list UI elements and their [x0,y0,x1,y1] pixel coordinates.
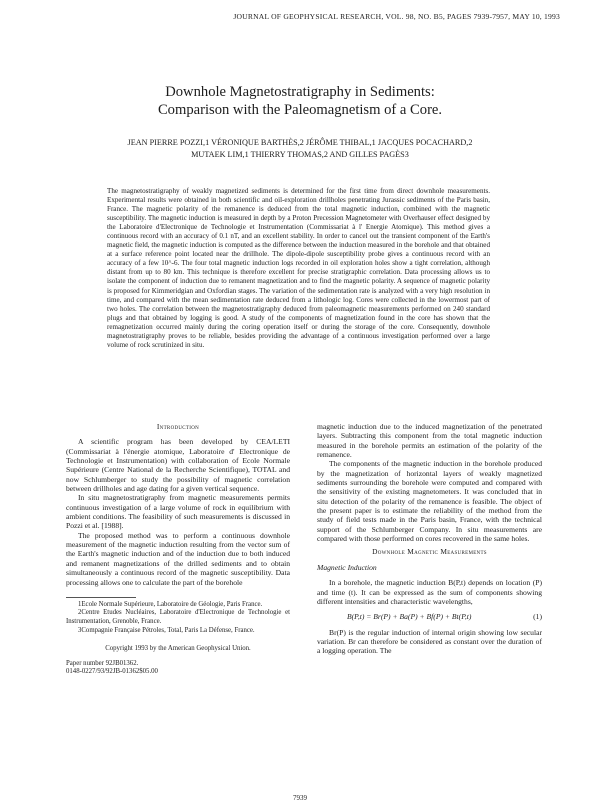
footnote-3: 3Compagnie Française Pétroles, Total, Paris La Défense, France. [78,626,255,634]
right-paragraph-4: Br(P) is the regular induction of internal origin showing low secular variation. Br can therefore be considered as constant over the duration of a logging operation. The [317,627,542,656]
authors-line-1: JEAN PIERRE POZZI,1 VÉRONIQUE BARTHÈS,2 JÉRÔME THIBAL,1 JACQUES POCACHARD,2 [127,138,473,147]
equation-body: B(P,t) = Br(P) + Ba(P) + Bf(P) + Bt(P,t) [347,612,472,622]
intro-paragraph-1: A scientific program has been developed by CEA/LETI (Commissariat à l'énergie atomique, Laboratoire d' Electronique de Technologie et Instrumentation) with collaboration of Ecole Normale Supérieure (Centre National de la Recherche Scientifique), TOTAL and now Schlumberger to study the possibility of magnetic correlation between drillholes and age dating for a given vertical sequence. [66,437,290,494]
paper-title [60,83,540,119]
footnote-1: 1Ecole Normale Supérieure, Laboratoire de Géologie, Paris France. [78,600,263,608]
intro-paragraph-3: The proposed method was to perform a continuous downhole measurement of the magnetic induction resulting from the vector sum of the Earth's magnetic induction and of the induction due to both induced and remanent magnetizations of the drilled sediments and to obtain simultaneously a continuous record of the magnetic susceptibility. Data processing allows one to calculate the part of the borehole [66,530,290,587]
right-paragraph-3: In a borehole, the magnetic induction B(P,t) depends on location (P) and time (t). It can be expressed as the sum of components showing different intensities and characteristic wavelengths, [317,578,542,606]
title-line-1: Downhole Magnetostratigraphy in Sediments: [165,84,435,100]
footnotes [66,601,290,635]
equation-number: (1) [533,612,542,622]
copyright-notice: Copyright 1993 by the American Geophysical Union. [105,645,251,653]
paper-number: Paper number 92JB01362. [66,659,139,667]
journal-header: JOURNAL OF GEOPHYSICAL RESEARCH, VOL. 98, NO. B5, PAGES 7939-7957, MAY 10, 1993 [233,12,560,21]
abstract: The magnetostratigraphy of weakly magnetized sediments is determined for the first time from direct downhole measurements. Experimental results were obtained in both scientific and oil-exploration drillholes penetrating Jurassic sediments of the Paris basin, France. The magnetic polarity of the remanence is deduced from the total magnetic induction, combined with the magnetic susceptibility. The magnetic induction is measured in depth by a Proton Precession Magnetometer with Overhauser effect designed by the Laboratoire d'Electronique de Technologie et Instrumentation (Commissariat à l' Energie Atomique). This method gives a continuous record with an accuracy of 0.1 nT, and an excellent stability. In order to cancel out the transient component of the Earth's magnetic field, the magnetic induction is computed as the difference between the induction measured in the borehole and that obtained at a surface reference point located near the drillhole. The dipole-dipole susceptibility probe gives a continuous record with an accuracy of a few 10^-6. The four total magnetic induction logs recorded in oil exploration holes show a tight correlation, although distant from up to 80 km. This technique is therefore excellent for precise stratigraphic correlation. Data processing allows us to isolate the component of induction due to remanent magnetization and to find the magnetic polarity. A sequence of magnetic polarity is proposed for Kimmeridgian and Oxfordian stages. The variation of the sedimentation rate is analyzed with a very high resolution in time, and compared with the mean sedimentation rate deduced from a lithologic log. Cores were collected in the lowermost part of two holes. The correlation between the magnetostratigraphy deduced from paleomagnetic measurements performed on 240 standard plugs and that obtained by logging is good. A study of the components of magnetization found in the core has shown that the remagnetization occurred mainly during the coring operation itself or during the storage of the core. Consequently, downhole magnetostratigraphy proves to be reliable, besides providing the advantage of a continuous investigation performed over a large volume of rock scrutinized in situ. [107,187,490,349]
paper-identifiers [66,660,290,677]
left-column [66,422,290,677]
section-heading: Downhole Magnetic Measurements [372,547,487,557]
right-paragraph-1: magnetic induction due to the induced magnetization of the penetrated layers. Subtracting this component from the total magnetic induction measured in the borehole permits an estimation of the polarity of the remanence. [317,422,542,460]
footnote-rule [66,597,136,598]
issn-line: 0148-0227/93/92JB-01362$05.00 [66,668,158,676]
right-paragraph-2: The components of the magnetic induction in the borehole produced by the magnetization of horizontal layers of weakly magnetized sediments surrounding the borehole were computed and compared with the sensitivity of the existing magnetometers. It was concluded that in situ detection of the polarity of the remanence is feasible. The object of the present paper is to estimate the reliability of the method from the study of field tests made in the Paris basin, France, with the technical support of the Schlumberger Company. In situ measurements are compared with those performed on cores recovered in the same holes. [317,459,542,544]
title-line-2: Comparison with the Paleomagnetism of a Core. [157,102,443,118]
equation-1 [347,612,542,621]
right-column [317,422,542,656]
intro-paragraph-2: In situ magnetostratigraphy from magnetic measurements permits continuous investigation of a large volume of rock in equilibrium with ambient conditions. The feasibility of such measurements is discussed in Pozzi et al. [1988]. [66,493,290,531]
authors-line-2: MUTAEK LIM,1 THIERRY THOMAS,2 AND GILLES PAGÈS3 [191,150,409,159]
subsection-heading: Magnetic Induction [317,562,377,572]
page-number: 7939 [293,794,307,802]
footnote-2: 2Centre Etudes Nucléaires, Laboratoire d'Electronique de Technologie et Instrumentation, Grenoble, France. [66,609,290,626]
author-list [60,137,540,161]
introduction-heading: Introduction [156,422,200,431]
